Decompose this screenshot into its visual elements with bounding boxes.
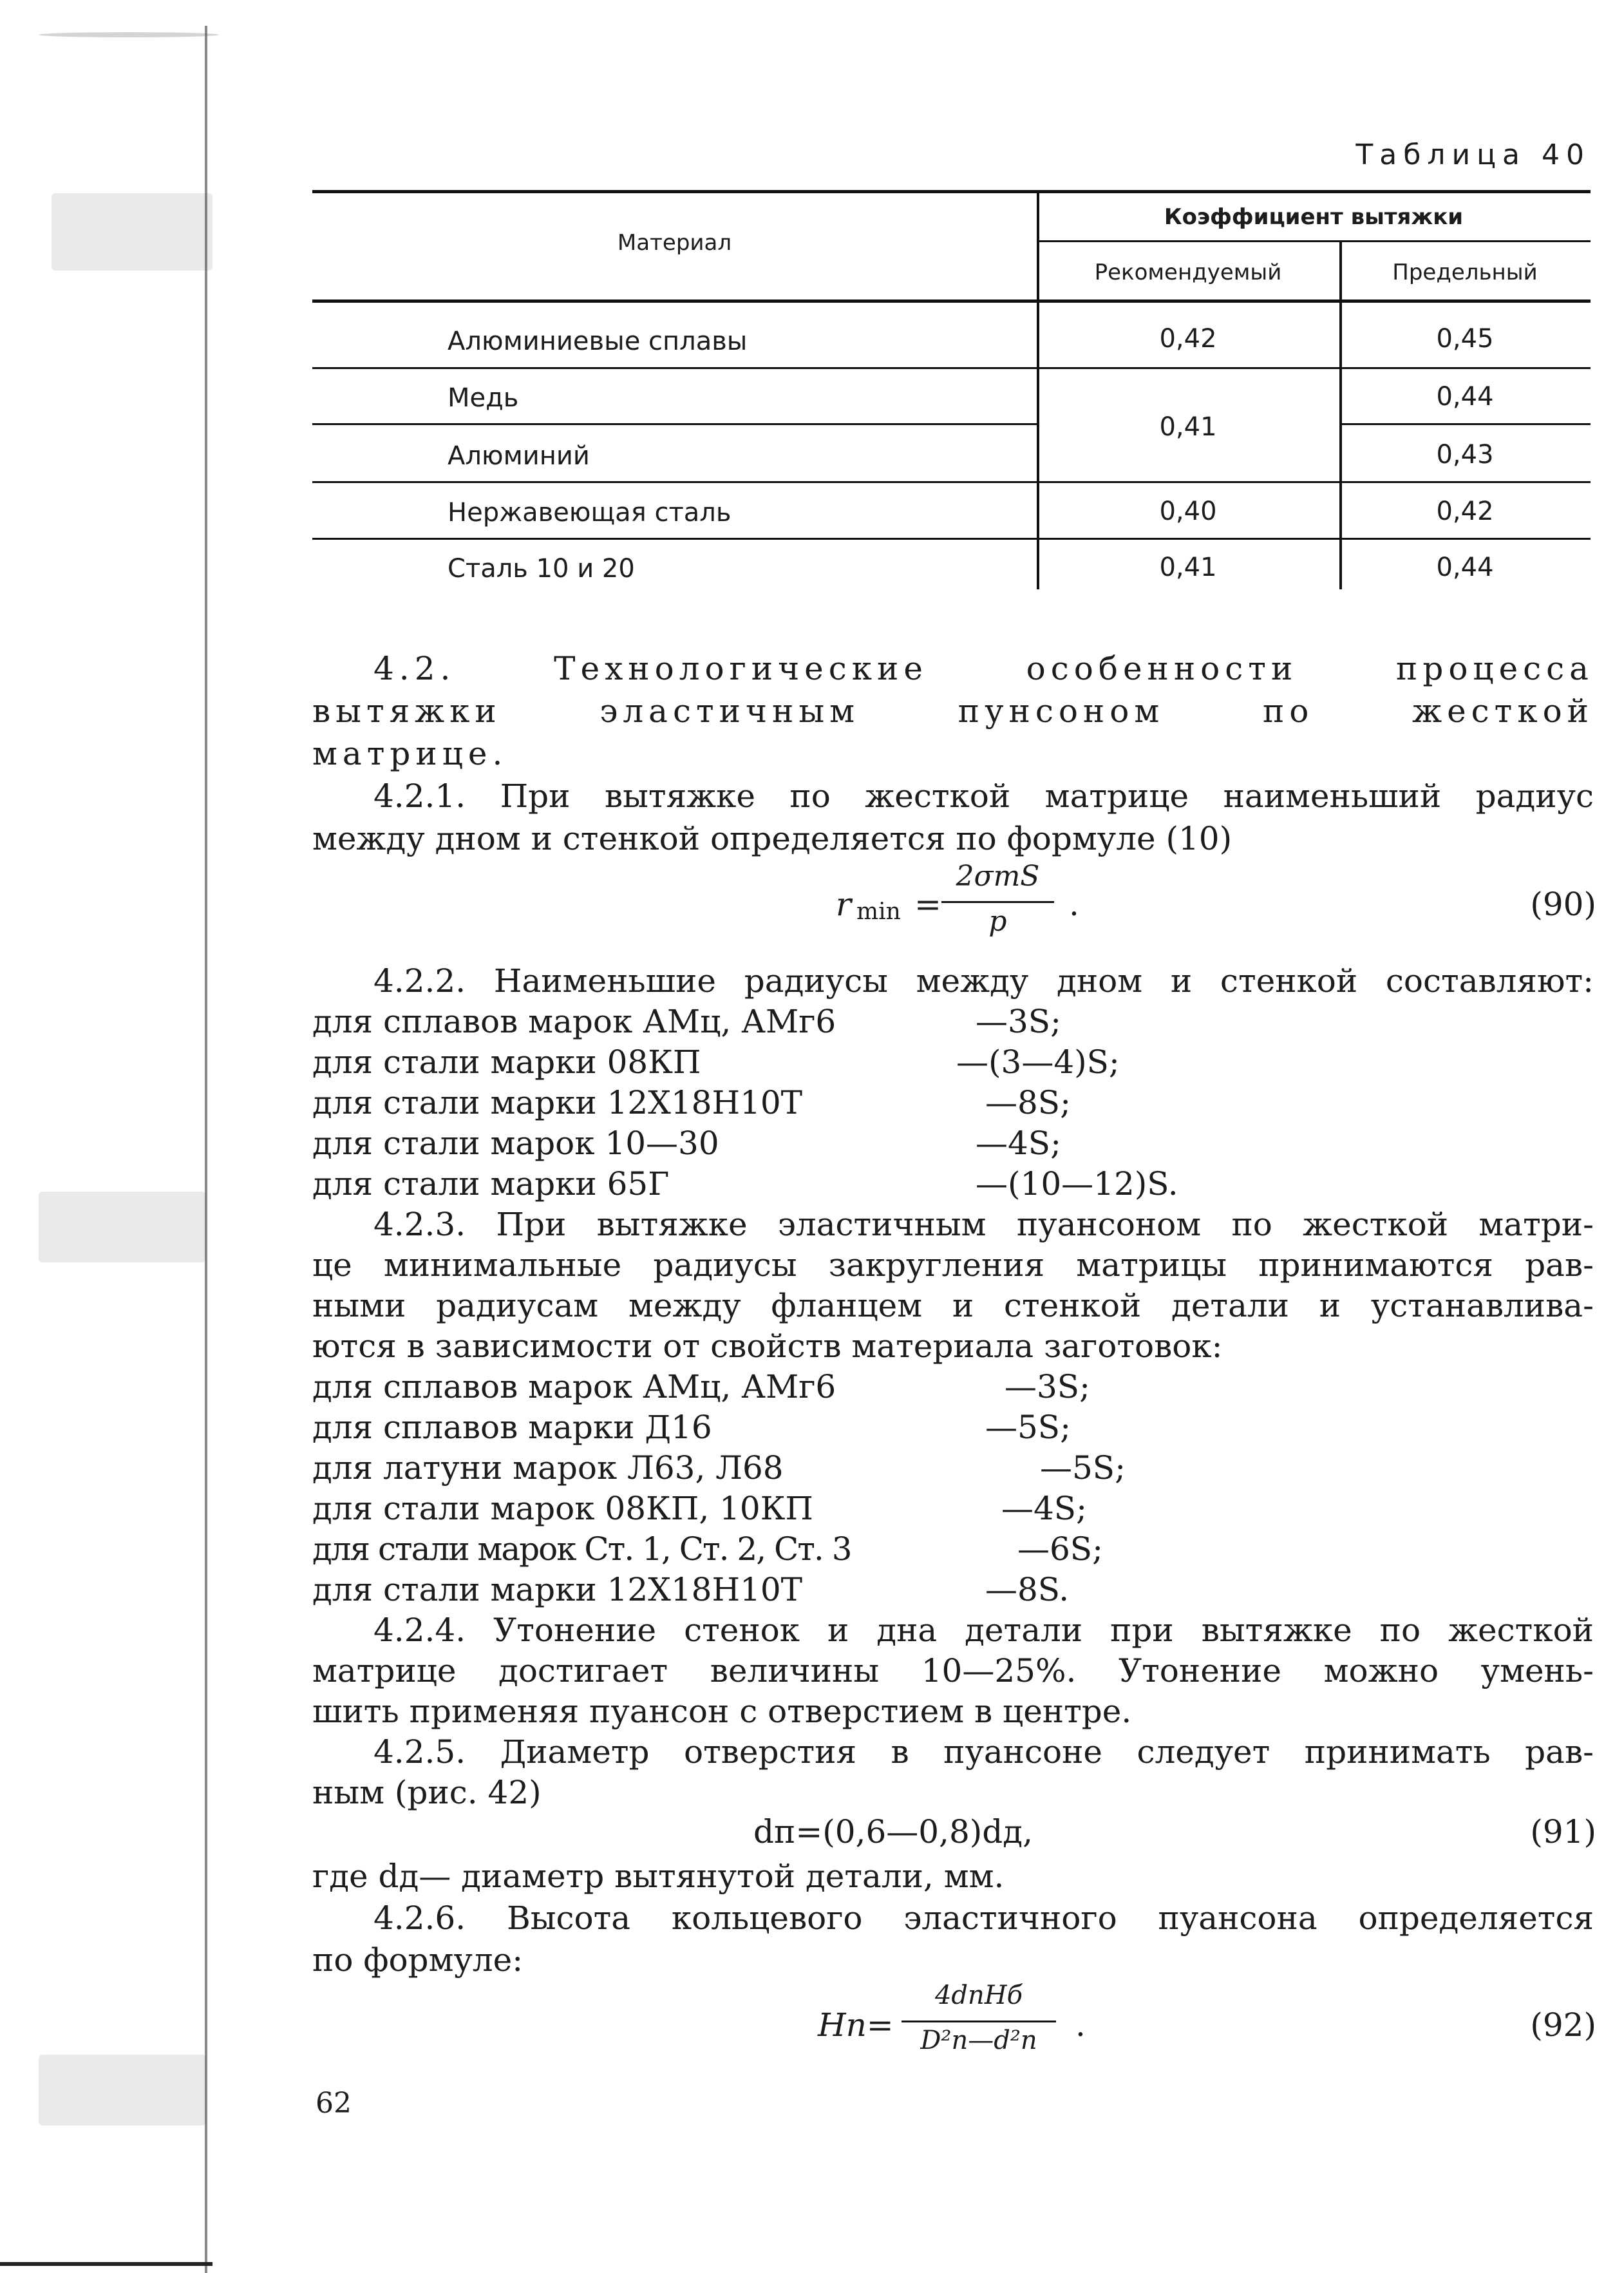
- fraction-numerator: 4dпHб: [934, 1981, 1023, 2010]
- radius-item-label: для сплавов марки Д16: [312, 1409, 712, 1446]
- cell-material: Сталь 10 и 20: [448, 554, 635, 584]
- cell-recommended: 0,42: [1159, 324, 1217, 354]
- cell-material: Медь: [448, 383, 519, 413]
- radius-item-label: для сплавов марок АМц, АМг6: [312, 1368, 836, 1405]
- paragraph-line: 4.2.2. Наименьшие радиусы между дном и стенкой составляют:: [373, 962, 1594, 1000]
- radius-item-label: для стали марок 10—30: [312, 1125, 719, 1162]
- row-rule: [312, 481, 1591, 483]
- equation-number: (90): [1530, 886, 1596, 923]
- formula-body: dп=(0,6—0,8)dд,: [753, 1813, 1033, 1850]
- radius-item-value: —4S;: [976, 1125, 1061, 1162]
- cell-recommended: 0,41: [1159, 412, 1217, 442]
- formula-lhs: Hп=: [818, 2006, 894, 2044]
- fraction-denominator: D²п—d²п: [920, 2026, 1037, 2055]
- radius-item-label: для сплавов марок АМц, АМг6: [312, 1003, 836, 1040]
- formula-subscript: min: [856, 899, 901, 925]
- header-coefficient: Коэффициент вытяжки: [1164, 204, 1464, 230]
- column-rule: [1339, 240, 1342, 589]
- cell-limit: 0,45: [1436, 324, 1494, 354]
- header-recommended: Рекомендуемый: [1094, 260, 1282, 285]
- row-rule: [312, 423, 1037, 425]
- radius-item-label: для стали марки 65Г: [312, 1165, 670, 1203]
- fraction-denominator: p: [988, 905, 1007, 938]
- fraction-bar: [941, 901, 1054, 903]
- paragraph-line: 4.2.6. Высота кольцевого эластичного пуансона определяется: [373, 1899, 1594, 1937]
- bottom-edge-mark: [0, 2262, 212, 2266]
- paragraph-line: шить применяя пуансон с отверстием в центре.: [312, 1693, 1132, 1730]
- margin-noise: [52, 193, 212, 271]
- row-rule: [312, 538, 1591, 540]
- header-limit: Предельный: [1392, 260, 1538, 285]
- radius-item-value: —5S;: [1040, 1449, 1126, 1487]
- paragraph-line: по формуле:: [312, 1941, 524, 1979]
- column-rule: [1037, 190, 1039, 589]
- page-number: 62: [316, 2087, 352, 2120]
- paragraph-line: 4.2.4. Утонение стенок и дна детали при вытяжке по жесткой: [373, 1612, 1594, 1649]
- radius-item-label: для стали марки 12Х18Н10Т: [312, 1084, 803, 1121]
- row-rule: [312, 367, 1591, 369]
- paragraph-line: между дном и стенкой определяется по формуле (10): [312, 820, 1232, 857]
- draw-coefficient-table: [312, 190, 1591, 589]
- radius-item-value: —4S;: [1001, 1490, 1087, 1527]
- formula-fraction: [902, 1981, 1056, 2071]
- paragraph-line: ными радиусам между фланцем и стенкой детали и устанавлива-: [312, 1287, 1594, 1324]
- cell-recommended: 0,41: [1159, 553, 1217, 582]
- cell-limit: 0,42: [1436, 497, 1494, 526]
- formula-dot: .: [1069, 886, 1079, 923]
- radius-item-value: —5S;: [985, 1409, 1071, 1446]
- cell-material: Алюминий: [448, 441, 590, 471]
- radius-item-value: —(10—12)S.: [976, 1165, 1178, 1203]
- margin-noise: [39, 32, 219, 37]
- radius-item-value: —8S;: [985, 1084, 1071, 1121]
- paragraph-line: ным (рис. 42): [312, 1774, 542, 1811]
- formula-fraction: [941, 860, 1054, 944]
- paragraph-line: 4.2.3. При вытяжке эластичным пуансоном по жесткой матри-: [373, 1206, 1594, 1243]
- radius-item-value: —3S;: [976, 1003, 1061, 1040]
- header-material: Материал: [617, 230, 732, 256]
- header-sub-rule: [1037, 240, 1591, 242]
- cell-limit: 0,44: [1436, 382, 1494, 412]
- formula-equals: =: [914, 886, 941, 923]
- paragraph-line: ются в зависимости от свойств материала заготовок:: [312, 1327, 1223, 1365]
- fraction-numerator: 2σтS: [956, 860, 1040, 893]
- section-heading-line: матрице.: [312, 735, 508, 772]
- radius-item-value: —6S;: [1017, 1530, 1103, 1568]
- radius-item-label: для латуни марок Л63, Л68: [312, 1449, 784, 1487]
- formula-dot: .: [1075, 2006, 1086, 2044]
- radius-item-label: для стали марок Ст. 1, Ст. 2, Ст. 3: [312, 1530, 851, 1568]
- row-rule: [1339, 423, 1591, 425]
- margin-noise: [39, 1192, 206, 1262]
- margin-noise: [39, 2055, 206, 2126]
- formula-lhs: r: [836, 886, 851, 923]
- paragraph-line: матрице достигает величины 10—25%. Утонение можно умень-: [312, 1652, 1594, 1689]
- table-caption: Таблица 40: [1355, 138, 1591, 171]
- radius-item-value: —3S;: [1005, 1368, 1090, 1405]
- radius-item-value: —8S.: [985, 1571, 1070, 1608]
- section-heading-line: 4.2. Технологические особенности процесса: [373, 650, 1594, 687]
- paragraph-line: це минимальные радиусы закругления матрицы принимаются рав-: [312, 1246, 1594, 1284]
- table-top-rule: [312, 190, 1591, 193]
- radius-item-label: для стали марок 08КП, 10КП: [312, 1490, 814, 1527]
- cell-material: Нержавеющая сталь: [448, 498, 732, 528]
- fraction-bar: [902, 2021, 1056, 2022]
- cell-recommended: 0,40: [1159, 497, 1217, 526]
- cell-material: Алюминиевые сплавы: [448, 327, 748, 356]
- paragraph-line: 4.2.5. Диаметр отверстия в пуансоне следует принимать рав-: [373, 1733, 1594, 1771]
- equation-number: (92): [1530, 2006, 1596, 2044]
- binding-edge-line: [205, 26, 207, 2273]
- paragraph-line: 4.2.1. При вытяжке по жесткой матрице наименьший радиус: [373, 777, 1594, 815]
- section-heading-line: вытяжки эластичным пунсоном по жесткой: [312, 692, 1594, 730]
- cell-limit: 0,43: [1436, 440, 1494, 470]
- radius-item-label: для стали марки 12Х18Н10Т: [312, 1571, 803, 1608]
- paragraph-line: где dд— диаметр вытянутой детали, мм.: [312, 1858, 1005, 1895]
- header-bottom-rule: [312, 300, 1591, 303]
- cell-limit: 0,44: [1436, 553, 1494, 582]
- radius-item-value: —(3—4)S;: [956, 1043, 1120, 1081]
- equation-number: (91): [1530, 1813, 1596, 1850]
- radius-item-label: для стали марки 08КП: [312, 1043, 701, 1081]
